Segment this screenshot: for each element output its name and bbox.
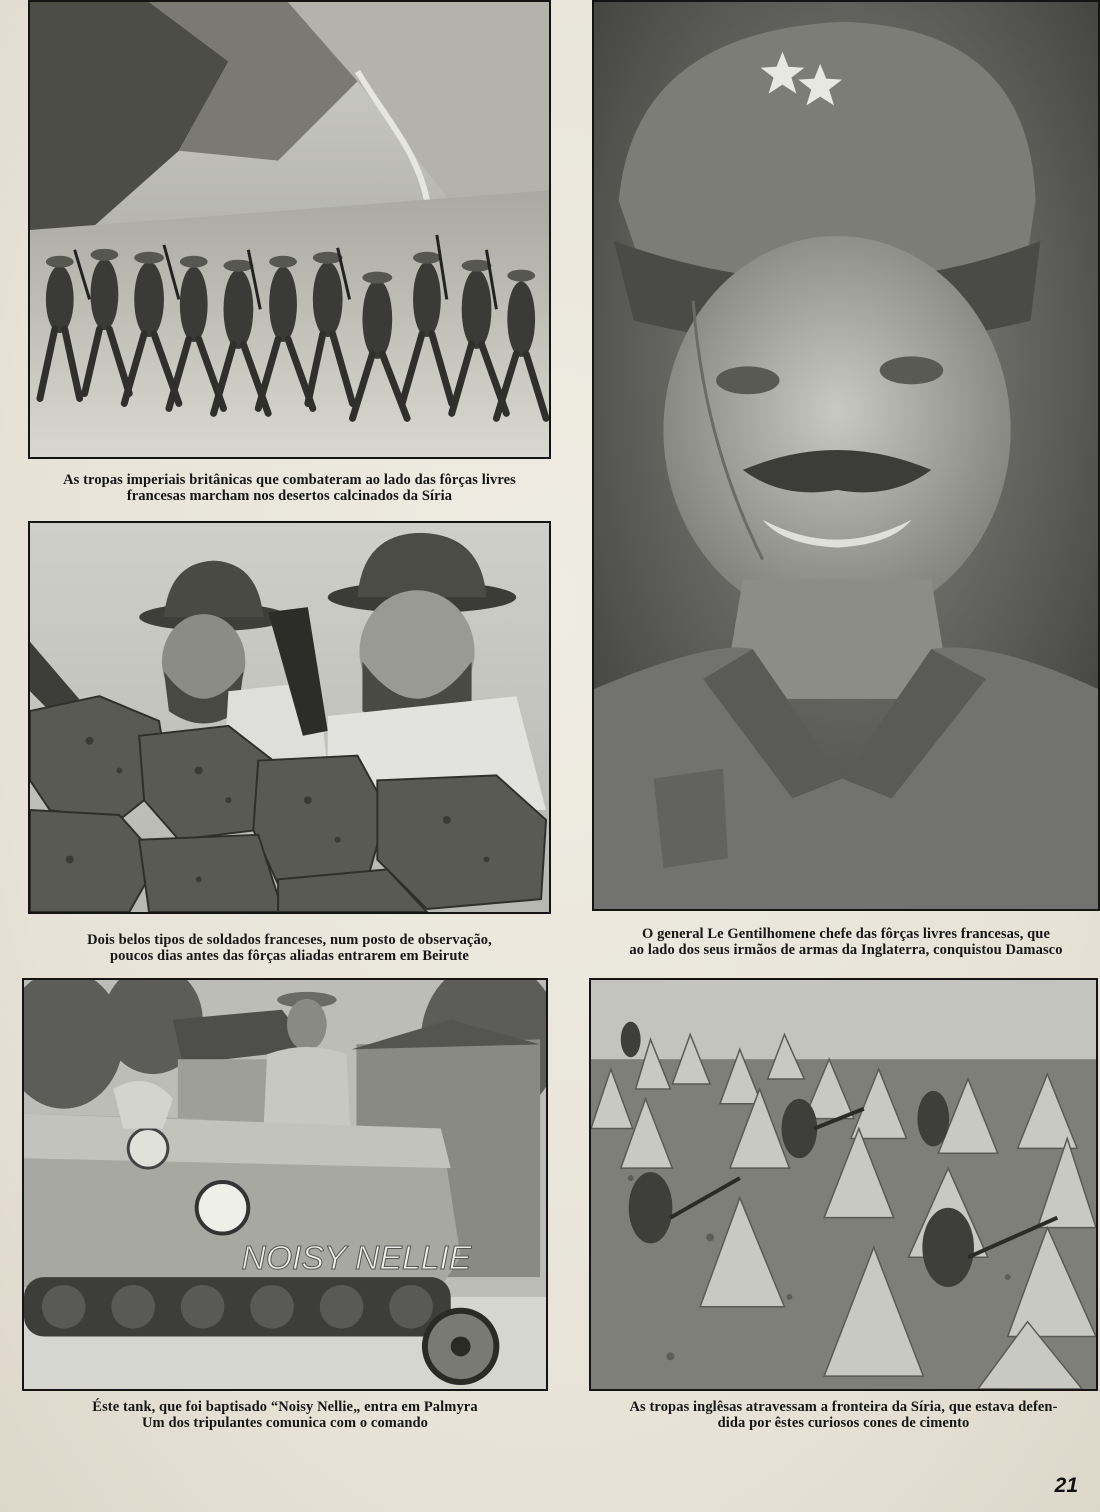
caption-marching-troops: As tropas imperiais britânicas que combateram ao lado das fôrças livres francesas marcham nos desertos calcinados da Síria bbox=[63, 472, 516, 504]
photo-marching-troops bbox=[28, 0, 551, 459]
page-number: 21 bbox=[1054, 1474, 1078, 1497]
tank-lettering: NOISY NELLIE bbox=[241, 1239, 472, 1278]
caption-general-portrait: O general Le Gentilhomene chefe das fôrças livres francesas, que ao lado dos seus irmãos de armas da Inglaterra, conquistou Damasco bbox=[629, 926, 1063, 958]
caption-observation-post: Dois belos tipos de soldados franceses, num posto de observação, poucos dias antes das fôrças aliadas entrarem em Beirute bbox=[87, 932, 492, 964]
photo-observation-post bbox=[28, 521, 551, 914]
photo-cement-cones bbox=[589, 978, 1098, 1391]
caption-tank: Éste tank, que foi baptisado “Noisy Nellie„ entra em Palmyra Um dos tripulantes comunica com o comando bbox=[92, 1399, 478, 1431]
photo-tank bbox=[22, 978, 548, 1391]
caption-cement-cones: As tropas inglêsas atravessam a fronteira da Síria, que estava defen- dida por êstes curiosos cones de cimento bbox=[629, 1399, 1058, 1431]
photo-general-portrait bbox=[592, 0, 1100, 911]
